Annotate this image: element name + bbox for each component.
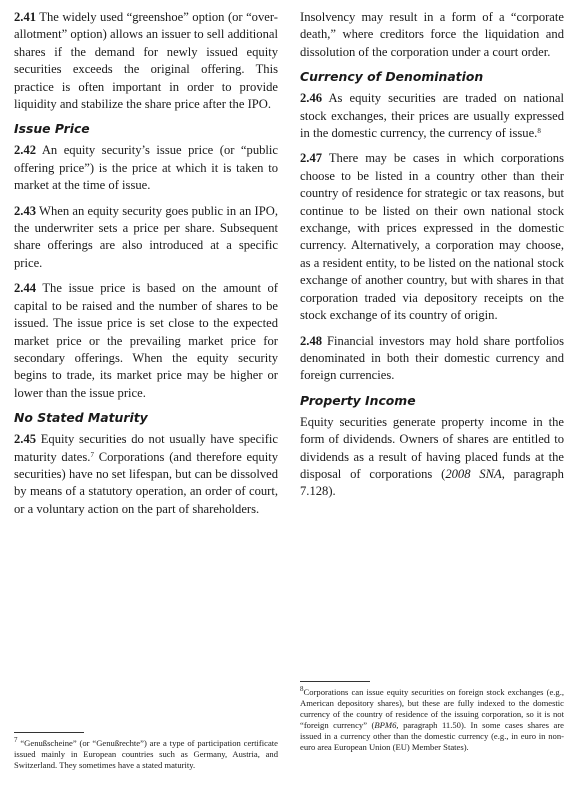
footnote-body: Corporations can issue equity securities on foreign stock exchanges (e.g., American depository shares), but these are fully indexed to the domestic currency of the country of residence of the issuing corporation, so it is not “foreign currency” (	[300, 687, 564, 730]
paragraph-2-43	[14, 203, 278, 273]
paragraph-text: , paragraph 7.128).	[300, 466, 564, 499]
section-heading-property-income: Property Income	[300, 392, 416, 408]
footnote-reference-8[interactable]: 8	[537, 127, 541, 136]
footnote-7	[14, 732, 278, 771]
paragraph-2-41	[14, 9, 278, 113]
section-heading-no-stated-maturity: No Stated Maturity	[14, 410, 148, 426]
paragraph-text: The issue price is based on the amount of capital to be raised and the number of shares to be issued. The issue price is set close to the expected market price or the prevailing market price for secondary offerings. When the equity security begins to trade, its market price may be higher or lower than the issue price.	[14, 281, 278, 400]
footnote-divider	[300, 681, 370, 682]
section-heading-currency-of-denomination: Currency of Denomination	[300, 69, 484, 85]
paragraph-number: 2.44	[14, 281, 37, 296]
paragraph-text: Equity securities do not usually have specific maturity dates.	[14, 432, 278, 464]
footnote-divider	[14, 732, 84, 733]
paragraph-text: The widely used “greenshoe” option (or “over-allotment” option) allows an issuer to sell additional shares if the demand for newly issued equity securities exceeds the original offering. This practice is often important in order to provide liquidity and stabilize the share price after the IPO.	[14, 10, 278, 112]
left-column	[14, 9, 278, 526]
footnote-number: 8	[300, 685, 304, 693]
section-heading-issue-price: Issue Price	[14, 121, 90, 137]
paragraph-property-income	[300, 414, 564, 501]
footnote-number: 7	[14, 736, 18, 744]
paragraph-text: As equity securities are traded on national stock exchanges, their prices are usually expressed in the domestic currency, the currency of issue.	[300, 91, 564, 141]
paragraph-2-46	[300, 90, 564, 142]
footnote-body: “Genußscheine” (or “Genußrechte”) are a type of participation certificate issued mainly in European countries such as Germany, Austria, and Switzerland. They sometimes have a stated maturity.	[14, 738, 278, 770]
paragraph-2-48	[300, 333, 564, 385]
paragraph-number: 2.47	[300, 151, 323, 166]
footnote-text	[14, 738, 278, 771]
footnote-8	[300, 681, 564, 752]
paragraph-number: 2.43	[14, 203, 37, 218]
paragraph-text: When an equity security goes public in an IPO, the underwriter sets a price per share. Subsequent share offerings are also introduced at a specific price.	[14, 203, 278, 270]
paragraph-number: 2.48	[300, 333, 323, 348]
paragraph-text: There may be cases in which corporations choose to be listed in a country other than their country of residence for strategic or tax reasons, but continue to be listed on their own national stock exchange, with prices expressed in the domestic currency. Alternatively, a corporation may choose, as a resident entity, to be listed on the national stock exchange of another country, but with shares in that corporation traded via depository receipts on the stock exchange of its country of origin.	[300, 151, 564, 323]
paragraph-number: 2.46	[300, 91, 323, 106]
paragraph-number: 2.42	[14, 143, 37, 158]
paragraph-number: 2.45	[14, 432, 37, 447]
italic-citation: BPM6	[374, 719, 397, 730]
paragraph-2-44	[14, 280, 278, 402]
paragraph-text: Equity securities generate property income in the form of dividends. Owners of shares are entitled to dividends as a result of having placed funds at the disposal of corporations (	[300, 414, 564, 481]
footnote-text	[300, 687, 564, 752]
paragraph-2-42	[14, 142, 278, 194]
footnote-reference-7[interactable]: 7	[90, 450, 94, 459]
paragraph-2-47	[300, 150, 564, 324]
paragraph-continuation	[300, 9, 564, 61]
paragraph-text: Financial investors may hold share portfolios denominated in both their domestic currency and foreign currencies.	[300, 333, 564, 383]
paragraph-text: Insolvency may result in a form of a “corporate death,” where creditors force the liquidation and dissolution of the corporation under a court order.	[300, 10, 564, 59]
paragraph-number: 2.41	[14, 10, 37, 24]
italic-citation: 2008 SNA	[445, 466, 502, 481]
paragraph-text: An equity security’s issue price (or “public offering price”) is the price at which it is taken to market at the time of issue.	[14, 143, 278, 193]
paragraph-text: Corporations (and therefore equity securities) have no set lifespan, but can be dissolved by means of a statutory operation, an order of court, or a voluntary action on the part of shareholders.	[14, 449, 279, 516]
paragraph-2-45	[14, 431, 278, 518]
right-column	[300, 9, 564, 509]
footnote-body: , paragraph 11.50). In some cases shares are issued in a currency other than the domestic currency (e.g., in euro in non-euro area European Union (EU) Member States).	[300, 719, 564, 752]
